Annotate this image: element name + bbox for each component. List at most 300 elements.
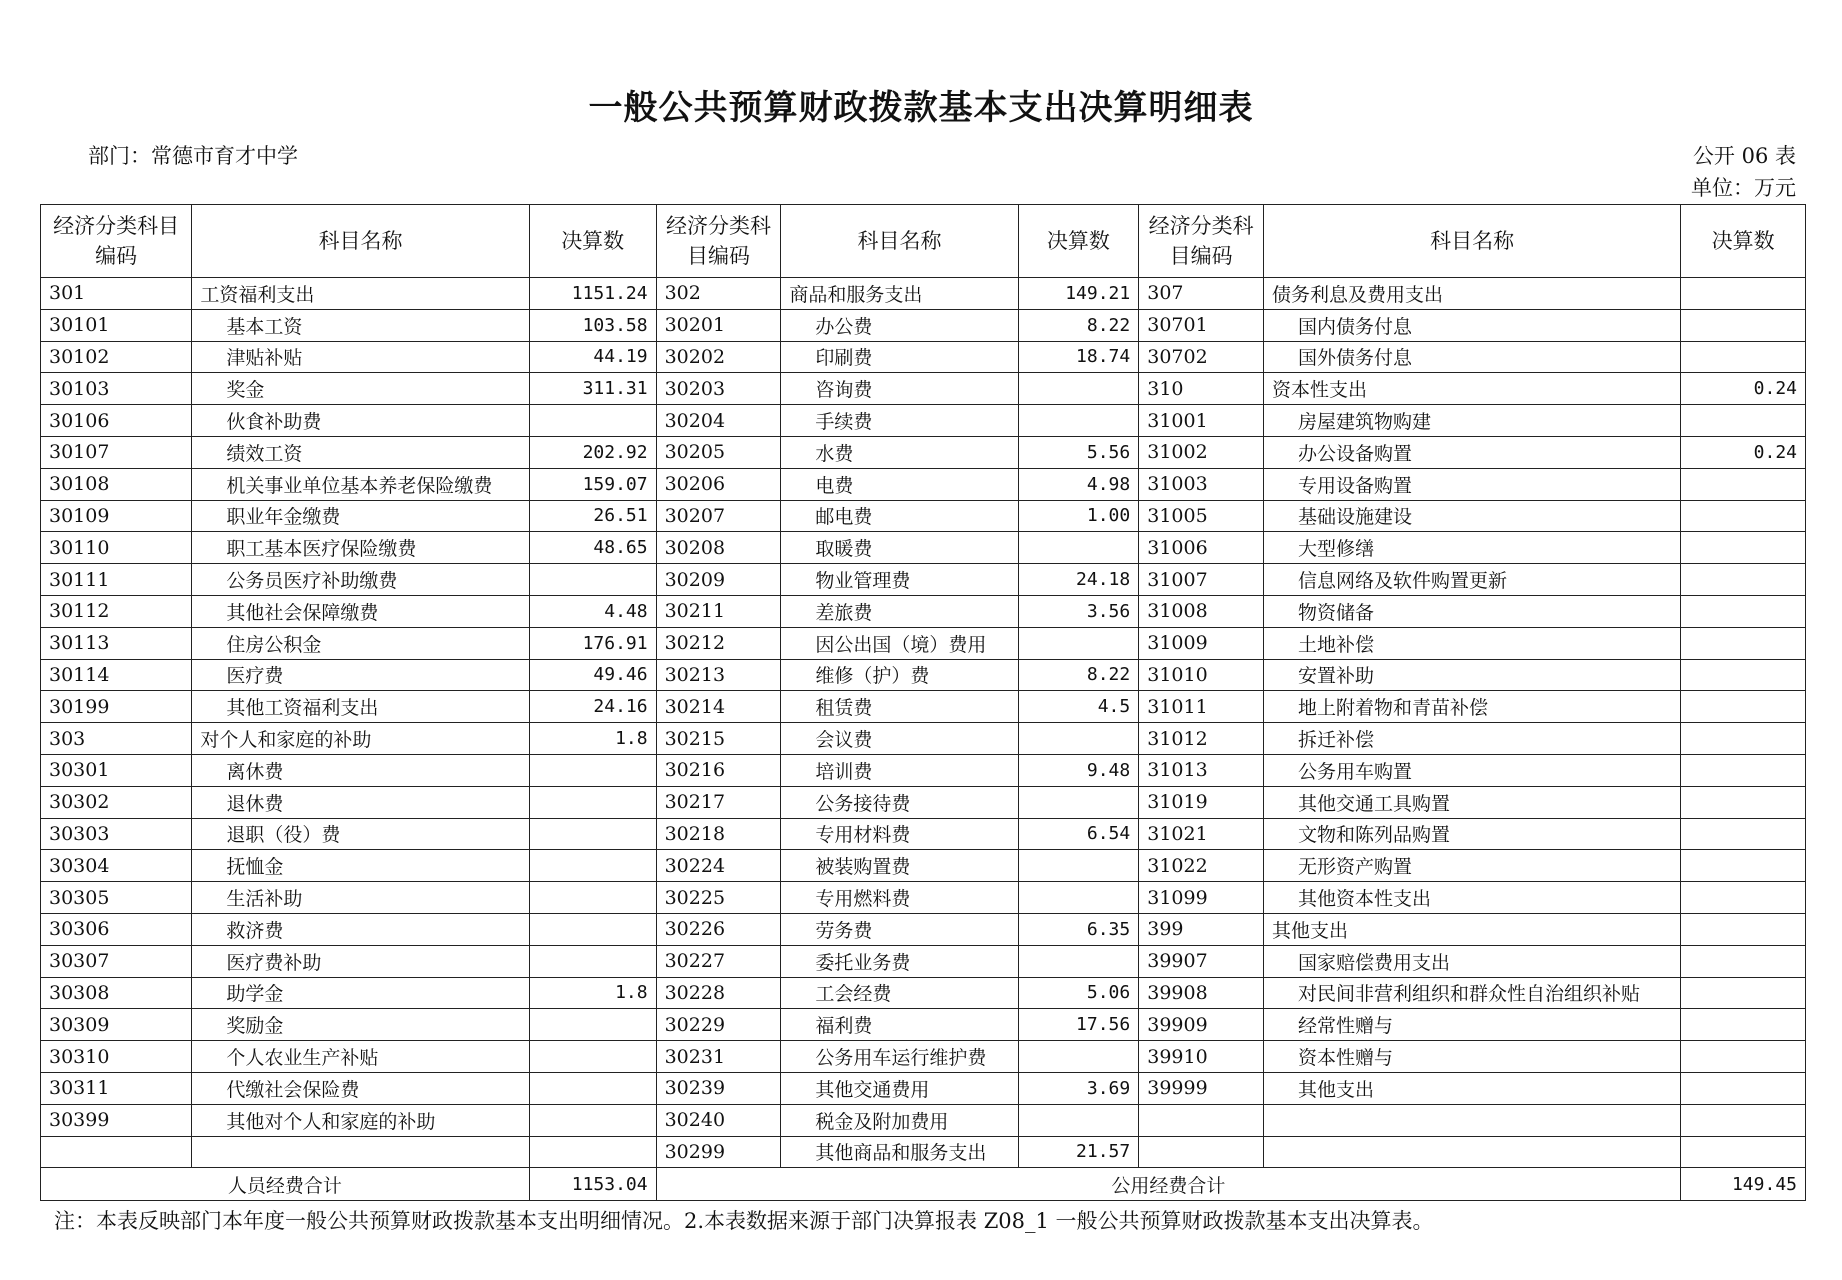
table-row — [41, 405, 1806, 437]
personnel-name-cell: 工资福利支出 — [192, 278, 529, 310]
personnel-code-cell: 30101 — [41, 309, 192, 341]
table-row — [41, 1041, 1806, 1073]
table-row — [41, 818, 1806, 850]
personnel-name-cell: 退休费 — [192, 786, 529, 818]
capital-other-amount-cell — [1681, 945, 1806, 977]
capital-other-code-cell: 31022 — [1139, 850, 1264, 882]
capital-other-code-cell: 31011 — [1139, 691, 1264, 723]
goods-services-code-cell: 30227 — [656, 945, 781, 977]
personnel-code-cell — [41, 1136, 192, 1168]
header-amount-3: 决算数 — [1681, 205, 1806, 278]
capital-other-code-cell: 307 — [1139, 278, 1264, 310]
personnel-amount-cell — [529, 818, 656, 850]
goods-services-amount-cell: 24.18 — [1018, 564, 1139, 596]
capital-other-amount-cell — [1681, 1104, 1806, 1136]
goods-services-name-cell: 租赁费 — [781, 691, 1018, 723]
goods-services-code-cell: 30204 — [656, 405, 781, 437]
personnel-amount-cell: 49.46 — [529, 659, 656, 691]
capital-other-amount-cell — [1681, 405, 1806, 437]
personnel-name-cell: 职工基本医疗保险缴费 — [192, 532, 529, 564]
personnel-amount-cell: 48.65 — [529, 532, 656, 564]
personnel-code-cell: 30307 — [41, 945, 192, 977]
public-total-value: 149.45 — [1681, 1168, 1806, 1201]
capital-other-name-cell: 其他交通工具购置 — [1263, 786, 1680, 818]
personnel-name-cell: 机关事业单位基本养老保险缴费 — [192, 468, 529, 500]
personnel-code-cell: 30199 — [41, 691, 192, 723]
capital-other-code-cell: 31019 — [1139, 786, 1264, 818]
capital-other-name-cell: 其他资本性支出 — [1263, 882, 1680, 914]
personnel-code-cell: 30107 — [41, 436, 192, 468]
personnel-name-cell: 奖金 — [192, 373, 529, 405]
goods-services-name-cell: 培训费 — [781, 754, 1018, 786]
goods-services-amount-cell — [1018, 850, 1139, 882]
capital-other-amount-cell — [1681, 882, 1806, 914]
personnel-amount-cell: 26.51 — [529, 500, 656, 532]
capital-other-amount-cell — [1681, 850, 1806, 882]
capital-other-amount-cell — [1681, 627, 1806, 659]
capital-other-amount-cell — [1681, 564, 1806, 596]
capital-other-code-cell: 31099 — [1139, 882, 1264, 914]
personnel-amount-cell — [529, 882, 656, 914]
table-row — [41, 309, 1806, 341]
goods-services-code-cell: 30212 — [656, 627, 781, 659]
capital-other-amount-cell — [1681, 309, 1806, 341]
personnel-amount-cell — [529, 945, 656, 977]
personnel-amount-cell: 159.07 — [529, 468, 656, 500]
capital-other-amount-cell — [1681, 468, 1806, 500]
goods-services-code-cell: 30201 — [656, 309, 781, 341]
header-name-3: 科目名称 — [1263, 205, 1680, 278]
capital-other-name-cell: 其他支出 — [1263, 1072, 1680, 1104]
capital-other-name-cell: 资本性赠与 — [1263, 1041, 1680, 1073]
personnel-name-cell: 救济费 — [192, 913, 529, 945]
goods-services-name-cell: 会议费 — [781, 723, 1018, 755]
goods-services-code-cell: 30225 — [656, 882, 781, 914]
goods-services-name-cell: 商品和服务支出 — [781, 278, 1018, 310]
capital-other-name-cell: 无形资产购置 — [1263, 850, 1680, 882]
capital-other-name-cell: 土地补偿 — [1263, 627, 1680, 659]
goods-services-code-cell: 30240 — [656, 1104, 781, 1136]
personnel-amount-cell: 24.16 — [529, 691, 656, 723]
goods-services-code-cell: 30299 — [656, 1136, 781, 1168]
capital-other-name-cell: 对民间非营利组织和群众性自治组织补贴 — [1263, 977, 1680, 1009]
goods-services-name-cell: 委托业务费 — [781, 945, 1018, 977]
capital-other-name-cell: 信息网络及软件购置更新 — [1263, 564, 1680, 596]
personnel-code-cell: 30306 — [41, 913, 192, 945]
personnel-amount-cell: 176.91 — [529, 627, 656, 659]
header-code-3: 经济分类科目编码 — [1139, 205, 1264, 278]
personnel-code-cell: 301 — [41, 278, 192, 310]
personnel-amount-cell — [529, 754, 656, 786]
goods-services-code-cell: 30207 — [656, 500, 781, 532]
table-row — [41, 691, 1806, 723]
personnel-code-cell: 30305 — [41, 882, 192, 914]
table-row — [41, 945, 1806, 977]
personnel-code-cell: 30308 — [41, 977, 192, 1009]
header-name-1: 科目名称 — [192, 205, 529, 278]
personnel-amount-cell — [529, 1104, 656, 1136]
header-amount-2: 决算数 — [1018, 205, 1139, 278]
table-row — [41, 754, 1806, 786]
goods-services-code-cell: 30213 — [656, 659, 781, 691]
header-row — [41, 205, 1806, 278]
personnel-name-cell: 抚恤金 — [192, 850, 529, 882]
goods-services-code-cell: 30231 — [656, 1041, 781, 1073]
personnel-code-cell: 30112 — [41, 595, 192, 627]
totals-row — [41, 1168, 1806, 1201]
capital-other-code-cell: 31021 — [1139, 818, 1264, 850]
table-row — [41, 1136, 1806, 1168]
goods-services-code-cell: 30202 — [656, 341, 781, 373]
personnel-name-cell: 职业年金缴费 — [192, 500, 529, 532]
capital-other-code-cell: 31007 — [1139, 564, 1264, 596]
goods-services-code-cell: 30228 — [656, 977, 781, 1009]
goods-services-code-cell: 30217 — [656, 786, 781, 818]
capital-other-amount-cell — [1681, 532, 1806, 564]
goods-services-amount-cell: 9.48 — [1018, 754, 1139, 786]
table-row — [41, 723, 1806, 755]
goods-services-code-cell: 30208 — [656, 532, 781, 564]
personnel-code-cell: 30102 — [41, 341, 192, 373]
capital-other-code-cell: 31013 — [1139, 754, 1264, 786]
goods-services-name-cell: 被装购置费 — [781, 850, 1018, 882]
goods-services-amount-cell — [1018, 945, 1139, 977]
capital-other-code-cell: 31005 — [1139, 500, 1264, 532]
header-code-2: 经济分类科目编码 — [656, 205, 781, 278]
goods-services-code-cell: 30211 — [656, 595, 781, 627]
goods-services-amount-cell — [1018, 373, 1139, 405]
unit-label: 单位：万元 — [1691, 176, 1796, 200]
personnel-code-cell: 30103 — [41, 373, 192, 405]
page-title: 一般公共预算财政拨款基本支出决算明细表 — [588, 88, 1254, 128]
capital-other-name-cell: 地上附着物和青苗补偿 — [1263, 691, 1680, 723]
table-row — [41, 278, 1806, 310]
personnel-amount-cell: 4.48 — [529, 595, 656, 627]
capital-other-code-cell: 30701 — [1139, 309, 1264, 341]
capital-other-name-cell: 其他支出 — [1263, 913, 1680, 945]
goods-services-amount-cell: 149.21 — [1018, 278, 1139, 310]
capital-other-amount-cell — [1681, 1009, 1806, 1041]
goods-services-amount-cell — [1018, 532, 1139, 564]
personnel-name-cell: 伙食补助费 — [192, 405, 529, 437]
personnel-amount-cell: 1151.24 — [529, 278, 656, 310]
goods-services-amount-cell: 1.00 — [1018, 500, 1139, 532]
capital-other-code-cell: 31001 — [1139, 405, 1264, 437]
personnel-name-cell: 奖励金 — [192, 1009, 529, 1041]
capital-other-code-cell: 399 — [1139, 913, 1264, 945]
goods-services-name-cell: 公务用车运行维护费 — [781, 1041, 1018, 1073]
goods-services-amount-cell: 17.56 — [1018, 1009, 1139, 1041]
goods-services-name-cell: 其他交通费用 — [781, 1072, 1018, 1104]
goods-services-code-cell: 30224 — [656, 850, 781, 882]
table-row — [41, 595, 1806, 627]
personnel-name-cell: 退职（役）费 — [192, 818, 529, 850]
capital-other-name-cell: 基础设施建设 — [1263, 500, 1680, 532]
capital-other-code-cell: 31012 — [1139, 723, 1264, 755]
goods-services-code-cell: 30209 — [656, 564, 781, 596]
header-amount-1: 决算数 — [529, 205, 656, 278]
goods-services-amount-cell — [1018, 1041, 1139, 1073]
capital-other-code-cell: 30702 — [1139, 341, 1264, 373]
capital-other-code-cell — [1139, 1136, 1264, 1168]
personnel-name-cell: 津贴补贴 — [192, 341, 529, 373]
personnel-name-cell: 个人农业生产补贴 — [192, 1041, 529, 1073]
personnel-code-cell: 303 — [41, 723, 192, 755]
goods-services-amount-cell: 8.22 — [1018, 309, 1139, 341]
personnel-amount-cell: 103.58 — [529, 309, 656, 341]
goods-services-amount-cell — [1018, 882, 1139, 914]
table-row — [41, 882, 1806, 914]
personnel-code-cell: 30301 — [41, 754, 192, 786]
goods-services-code-cell: 30239 — [656, 1072, 781, 1104]
table-row — [41, 564, 1806, 596]
personnel-amount-cell — [529, 913, 656, 945]
personnel-amount-cell: 311.31 — [529, 373, 656, 405]
goods-services-name-cell: 印刷费 — [781, 341, 1018, 373]
personnel-name-cell: 基本工资 — [192, 309, 529, 341]
goods-services-name-cell: 工会经费 — [781, 977, 1018, 1009]
capital-other-amount-cell — [1681, 691, 1806, 723]
personnel-total-label: 人员经费合计 — [41, 1168, 530, 1201]
personnel-code-cell: 30114 — [41, 659, 192, 691]
table-row — [41, 500, 1806, 532]
capital-other-code-cell: 31006 — [1139, 532, 1264, 564]
goods-services-name-cell: 维修（护）费 — [781, 659, 1018, 691]
goods-services-name-cell: 因公出国（境）费用 — [781, 627, 1018, 659]
goods-services-name-cell: 差旅费 — [781, 595, 1018, 627]
personnel-amount-cell: 1.8 — [529, 977, 656, 1009]
capital-other-amount-cell — [1681, 1041, 1806, 1073]
capital-other-name-cell: 债务利息及费用支出 — [1263, 278, 1680, 310]
capital-other-name-cell: 国外债务付息 — [1263, 341, 1680, 373]
capital-other-name-cell: 拆迁补偿 — [1263, 723, 1680, 755]
goods-services-name-cell: 办公费 — [781, 309, 1018, 341]
capital-other-name-cell: 公务用车购置 — [1263, 754, 1680, 786]
capital-other-amount-cell — [1681, 341, 1806, 373]
table-row — [41, 341, 1806, 373]
capital-other-code-cell: 310 — [1139, 373, 1264, 405]
goods-services-code-cell: 302 — [656, 278, 781, 310]
capital-other-amount-cell — [1681, 754, 1806, 786]
table-row — [41, 373, 1806, 405]
goods-services-code-cell: 30205 — [656, 436, 781, 468]
goods-services-amount-cell — [1018, 405, 1139, 437]
goods-services-name-cell: 福利费 — [781, 1009, 1018, 1041]
header-name-2: 科目名称 — [781, 205, 1018, 278]
goods-services-amount-cell — [1018, 723, 1139, 755]
capital-other-name-cell: 办公设备购置 — [1263, 436, 1680, 468]
goods-services-name-cell: 水费 — [781, 436, 1018, 468]
personnel-code-cell: 30310 — [41, 1041, 192, 1073]
capital-other-code-cell: 39999 — [1139, 1072, 1264, 1104]
goods-services-amount-cell: 5.06 — [1018, 977, 1139, 1009]
capital-other-name-cell: 安置补助 — [1263, 659, 1680, 691]
personnel-code-cell: 30311 — [41, 1072, 192, 1104]
personnel-name-cell: 代缴社会保险费 — [192, 1072, 529, 1104]
personnel-code-cell: 30109 — [41, 500, 192, 532]
goods-services-name-cell: 咨询费 — [781, 373, 1018, 405]
goods-services-amount-cell: 4.5 — [1018, 691, 1139, 723]
table-row — [41, 786, 1806, 818]
goods-services-amount-cell — [1018, 627, 1139, 659]
personnel-amount-cell — [529, 564, 656, 596]
capital-other-name-cell: 专用设备购置 — [1263, 468, 1680, 500]
capital-other-amount-cell — [1681, 500, 1806, 532]
goods-services-amount-cell: 3.56 — [1018, 595, 1139, 627]
personnel-amount-cell — [529, 405, 656, 437]
goods-services-code-cell: 30215 — [656, 723, 781, 755]
personnel-name-cell: 其他工资福利支出 — [192, 691, 529, 723]
goods-services-name-cell: 手续费 — [781, 405, 1018, 437]
personnel-name-cell: 离休费 — [192, 754, 529, 786]
personnel-amount-cell — [529, 1009, 656, 1041]
goods-services-code-cell: 30216 — [656, 754, 781, 786]
capital-other-amount-cell — [1681, 723, 1806, 755]
personnel-code-cell: 30399 — [41, 1104, 192, 1136]
personnel-code-cell: 30309 — [41, 1009, 192, 1041]
department-label: 部门：常德市育才中学 — [88, 144, 298, 168]
personnel-code-cell: 30304 — [41, 850, 192, 882]
goods-services-amount-cell: 18.74 — [1018, 341, 1139, 373]
footnote: 注：本表反映部门本年度一般公共预算财政拨款基本支出明细情况。2.本表数据来源于部门决算报表 Z08_1 一般公共预算财政拨款基本支出决算表。 — [54, 1209, 1434, 1233]
personnel-name-cell: 医疗费 — [192, 659, 529, 691]
goods-services-name-cell: 税金及附加费用 — [781, 1104, 1018, 1136]
personnel-amount-cell — [529, 850, 656, 882]
goods-services-amount-cell: 21.57 — [1018, 1136, 1139, 1168]
capital-other-amount-cell — [1681, 913, 1806, 945]
goods-services-code-cell: 30218 — [656, 818, 781, 850]
form-number: 公开 06 表 — [1692, 144, 1796, 168]
personnel-amount-cell: 1.8 — [529, 723, 656, 755]
goods-services-amount-cell — [1018, 1104, 1139, 1136]
capital-other-name-cell: 文物和陈列品购置 — [1263, 818, 1680, 850]
capital-other-amount-cell — [1681, 977, 1806, 1009]
personnel-name-cell: 助学金 — [192, 977, 529, 1009]
capital-other-name-cell — [1263, 1104, 1680, 1136]
capital-other-amount-cell: 0.24 — [1681, 436, 1806, 468]
table-row — [41, 532, 1806, 564]
public-total-label: 公用经费合计 — [656, 1168, 1681, 1201]
goods-services-amount-cell: 6.54 — [1018, 818, 1139, 850]
table-row — [41, 1104, 1806, 1136]
capital-other-code-cell: 31008 — [1139, 595, 1264, 627]
personnel-code-cell: 30113 — [41, 627, 192, 659]
personnel-name-cell: 绩效工资 — [192, 436, 529, 468]
capital-other-code-cell: 39908 — [1139, 977, 1264, 1009]
capital-other-name-cell: 资本性支出 — [1263, 373, 1680, 405]
capital-other-name-cell: 国内债务付息 — [1263, 309, 1680, 341]
personnel-amount-cell — [529, 786, 656, 818]
table-row — [41, 659, 1806, 691]
capital-other-amount-cell — [1681, 786, 1806, 818]
personnel-amount-cell — [529, 1041, 656, 1073]
goods-services-amount-cell: 5.56 — [1018, 436, 1139, 468]
goods-services-amount-cell — [1018, 786, 1139, 818]
capital-other-name-cell: 物资储备 — [1263, 595, 1680, 627]
capital-other-code-cell: 39907 — [1139, 945, 1264, 977]
personnel-name-cell: 公务员医疗补助缴费 — [192, 564, 529, 596]
capital-other-code-cell: 39910 — [1139, 1041, 1264, 1073]
table-row — [41, 436, 1806, 468]
goods-services-code-cell: 30229 — [656, 1009, 781, 1041]
goods-services-name-cell: 邮电费 — [781, 500, 1018, 532]
goods-services-name-cell: 劳务费 — [781, 913, 1018, 945]
personnel-amount-cell: 44.19 — [529, 341, 656, 373]
goods-services-amount-cell: 8.22 — [1018, 659, 1139, 691]
personnel-code-cell: 30106 — [41, 405, 192, 437]
personnel-name-cell — [192, 1136, 529, 1168]
capital-other-name-cell: 国家赔偿费用支出 — [1263, 945, 1680, 977]
capital-other-name-cell: 大型修缮 — [1263, 532, 1680, 564]
capital-other-code-cell: 31010 — [1139, 659, 1264, 691]
capital-other-code-cell: 31009 — [1139, 627, 1264, 659]
table-row — [41, 913, 1806, 945]
table-row — [41, 1072, 1806, 1104]
capital-other-name-cell — [1263, 1136, 1680, 1168]
capital-other-amount-cell — [1681, 1136, 1806, 1168]
capital-other-amount-cell: 0.24 — [1681, 373, 1806, 405]
capital-other-amount-cell — [1681, 1072, 1806, 1104]
goods-services-amount-cell: 6.35 — [1018, 913, 1139, 945]
goods-services-code-cell: 30214 — [656, 691, 781, 723]
personnel-amount-cell — [529, 1072, 656, 1104]
goods-services-code-cell: 30226 — [656, 913, 781, 945]
table-row — [41, 468, 1806, 500]
table-row — [41, 1009, 1806, 1041]
table-row — [41, 627, 1806, 659]
personnel-name-cell: 住房公积金 — [192, 627, 529, 659]
table-row — [41, 977, 1806, 1009]
goods-services-code-cell: 30203 — [656, 373, 781, 405]
capital-other-amount-cell — [1681, 659, 1806, 691]
personnel-code-cell: 30108 — [41, 468, 192, 500]
goods-services-name-cell: 公务接待费 — [781, 786, 1018, 818]
goods-services-name-cell: 电费 — [781, 468, 1018, 500]
personnel-name-cell: 对个人和家庭的补助 — [192, 723, 529, 755]
goods-services-name-cell: 物业管理费 — [781, 564, 1018, 596]
budget-detail-table — [40, 204, 1806, 1201]
goods-services-name-cell: 其他商品和服务支出 — [781, 1136, 1018, 1168]
personnel-amount-cell — [529, 1136, 656, 1168]
goods-services-amount-cell: 4.98 — [1018, 468, 1139, 500]
goods-services-code-cell: 30206 — [656, 468, 781, 500]
capital-other-name-cell: 房屋建筑物购建 — [1263, 405, 1680, 437]
personnel-name-cell: 其他对个人和家庭的补助 — [192, 1104, 529, 1136]
personnel-code-cell: 30302 — [41, 786, 192, 818]
table-row — [41, 850, 1806, 882]
capital-other-amount-cell — [1681, 595, 1806, 627]
capital-other-code-cell: 31003 — [1139, 468, 1264, 500]
goods-services-name-cell: 专用材料费 — [781, 818, 1018, 850]
capital-other-code-cell: 39909 — [1139, 1009, 1264, 1041]
capital-other-amount-cell — [1681, 278, 1806, 310]
capital-other-amount-cell — [1681, 818, 1806, 850]
personnel-name-cell: 医疗费补助 — [192, 945, 529, 977]
header-code-1: 经济分类科目编码 — [41, 205, 192, 278]
personnel-name-cell: 其他社会保障缴费 — [192, 595, 529, 627]
personnel-name-cell: 生活补助 — [192, 882, 529, 914]
goods-services-name-cell: 取暖费 — [781, 532, 1018, 564]
personnel-code-cell: 30303 — [41, 818, 192, 850]
goods-services-amount-cell: 3.69 — [1018, 1072, 1139, 1104]
capital-other-name-cell: 经常性赠与 — [1263, 1009, 1680, 1041]
personnel-code-cell: 30111 — [41, 564, 192, 596]
goods-services-name-cell: 专用燃料费 — [781, 882, 1018, 914]
capital-other-code-cell — [1139, 1104, 1264, 1136]
personnel-total-value: 1153.04 — [529, 1168, 656, 1201]
personnel-amount-cell: 202.92 — [529, 436, 656, 468]
personnel-code-cell: 30110 — [41, 532, 192, 564]
